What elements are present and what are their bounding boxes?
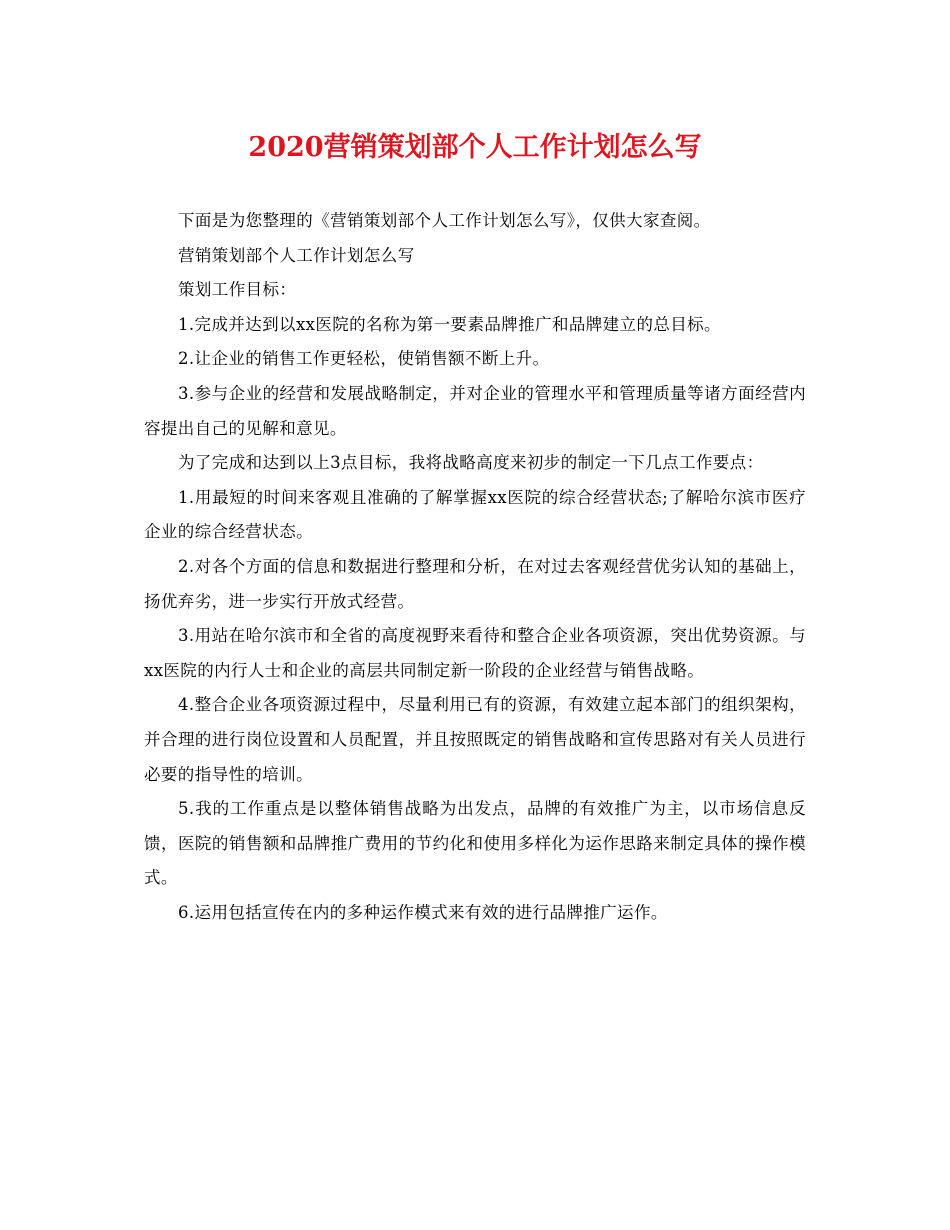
work-point-2: 2.对各个方面的信息和数据进行整理和分析，在对过去客观经营优劣认知的基础上，扬优弃劣，进一步实行开放式经营。 — [144, 556, 806, 611]
goal-item-1: 1.完成并达到以xx医院的名称为第一要素品牌推广和品牌建立的总目标。 — [178, 314, 721, 334]
work-point-6: 6.运用包括宣传在内的多种运作模式来有效的进行品牌推广运作。 — [178, 902, 668, 922]
work-point-5: 5.我的工作重点是以整体销售战略为出发点，品牌的有效推广为主，以市场信息反馈，医院的销售额和品牌推广费用的节约化和使用多样化为运作思路来制定具体的操作模式。 — [144, 799, 806, 888]
work-points-intro: 为了完成和达到以上3点目标，我将战略高度来初步的制定一下几点工作要点： — [178, 453, 764, 473]
work-point-3: 3.用站在哈尔滨市和全省的高度视野来看待和整合企业各项资源，突出优势资源。与xx医院的内行人士和企业的高层共同制定新一阶段的企业经营与销售战略。 — [144, 626, 806, 680]
document-title: 2020营销策划部个人工作计划怎么写 — [248, 132, 702, 163]
document-body — [144, 204, 806, 930]
intro-paragraph: 下面是为您整理的《营销策划部个人工作计划怎么写》，仅供大家查阅。 — [178, 211, 711, 230]
goals-heading: 策划工作目标： — [178, 280, 297, 300]
goal-item-2: 2.让企业的销售工作更轻松，使销售额不断上升。 — [178, 349, 550, 369]
work-point-1: 1.用最短的时间来客观且准确的了解掌握xx医院的综合经营状态;了解哈尔滨市医疗企业的综合经营状态。 — [144, 487, 806, 542]
subtitle-paragraph: 营销策划部个人工作计划怎么写 — [178, 245, 415, 265]
goal-item-3: 3.参与企业的经营和发展战略制定，并对企业的管理水平和管理质量等诸方面经营内容提出自己的见解和意见。 — [144, 383, 806, 438]
work-point-4: 4.整合企业各项资源过程中，尽量利用已有的资源，有效建立起本部门的组织架构，并合理的进行岗位设置和人员配置，并且按照既定的销售战略和宣传思路对有关人员进行必要的指导性的培训。 — [144, 695, 806, 784]
